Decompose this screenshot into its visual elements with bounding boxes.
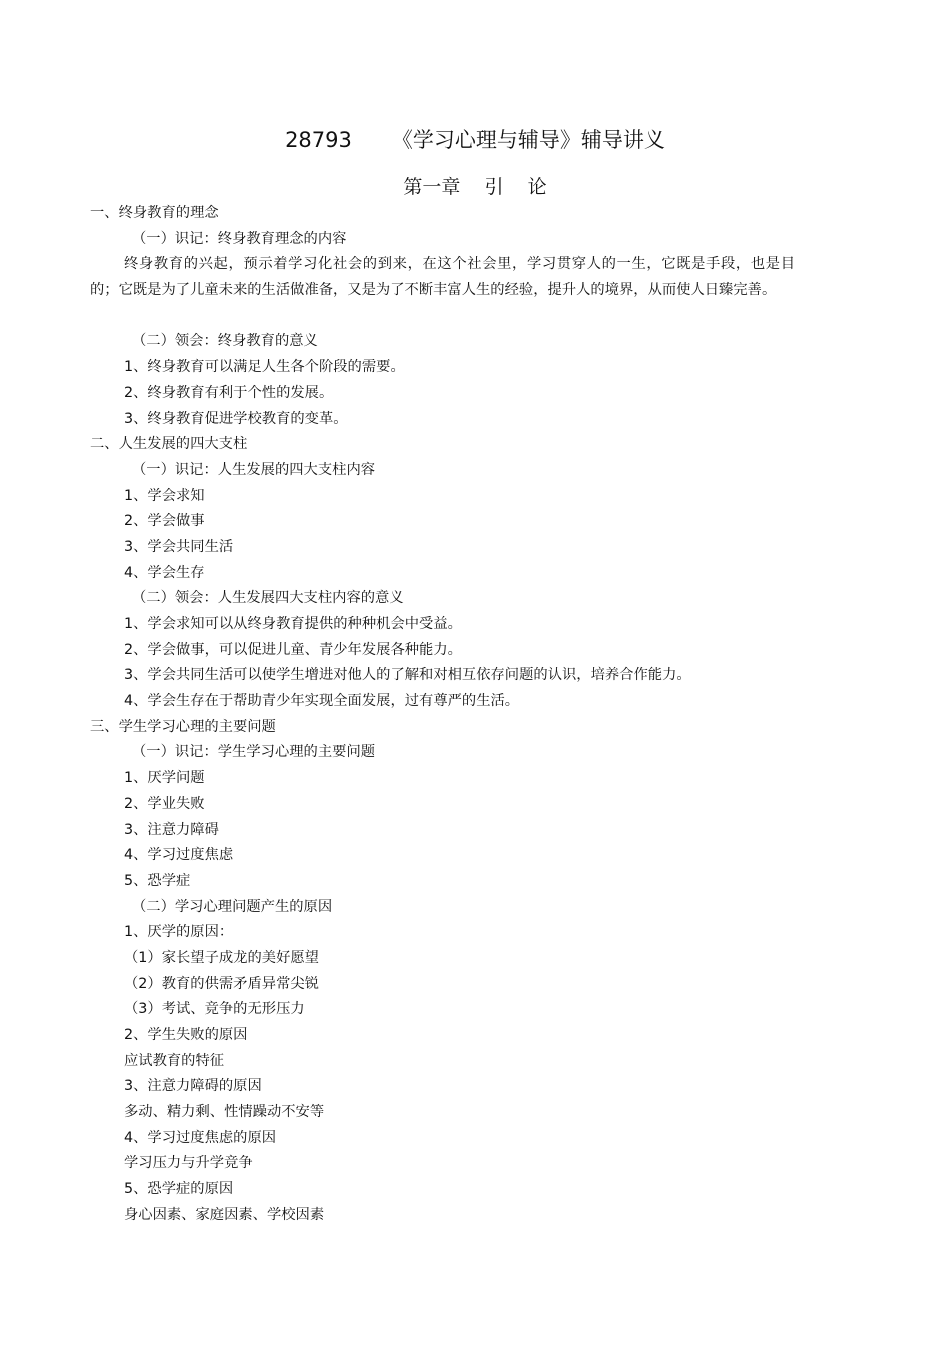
list-item: 4、学会生存 [124, 564, 205, 581]
list-item: （3）考试、竞争的无形压力 [124, 1001, 305, 1018]
list-item: 多动、精力剩、性情躁动不安等 [124, 1104, 325, 1121]
section-heading: 三、学生学习心理的主要问题 [90, 718, 276, 735]
list-item: 2、学生失败的原因 [124, 1027, 248, 1044]
subsection-heading: （二）领会：终身教育的意义 [132, 333, 318, 350]
list-item: 1、学会求知 [124, 487, 205, 504]
list-item: 5、恐学症 [124, 872, 191, 889]
list-item: 学习压力与升学竞争 [124, 1155, 253, 1172]
section-heading: 一、终身教育的理念 [90, 205, 219, 221]
list-item: 4、学习过度焦虑 [124, 847, 234, 864]
subsection-heading: （一）识记：终身教育理念的内容 [132, 230, 347, 247]
list-item: 3、学会共同生活 [124, 538, 234, 555]
list-item: 2、学会做事 [124, 513, 205, 530]
list-item: 3、注意力障碍 [124, 821, 219, 838]
list-item: 身心因素、家庭因素、学校因素 [124, 1206, 325, 1223]
chapter-title: 第一章 引 论 [403, 176, 547, 198]
subsection-heading: （二）学习心理问题产生的原因 [132, 898, 333, 915]
list-item: 3、学会共同生活可以使学生增进对他人的了解和对相互依存问题的认识，培养合作能力。 [124, 667, 691, 684]
list-item: 1、终身教育可以满足人生各个阶段的需要。 [124, 359, 405, 376]
list-item: 2、学业失败 [124, 795, 205, 812]
subsection-heading: （一）识记：学生学习心理的主要问题 [132, 744, 376, 761]
list-item: 4、学会生存在于帮助青少年实现全面发展，过有尊严的生活。 [124, 693, 520, 710]
list-item: 1、学会求知可以从终身教育提供的种种机会中受益。 [124, 616, 462, 633]
list-item: 2、学会做事，可以促进儿童、青少年发展各种能力。 [124, 641, 462, 658]
document-body [90, 201, 795, 1229]
paragraph: 终身教育的兴起，预示着学习化社会的到来，在这个社会里，学习贯穿人的一生，它既是手段，也是目的；它既是为了儿童未来的生活做准备，又是为了不断丰富人生的经验，提升人的境界，从而使人日臻完善。 [90, 256, 795, 299]
list-item: 1、厌学问题 [124, 770, 205, 787]
list-item: （2）教育的供需矛盾异常尖锐 [124, 975, 319, 992]
section-heading: 二、人生发展的四大支柱 [90, 436, 248, 453]
subsection-heading: （二）领会：人生发展四大支柱内容的意义 [132, 590, 404, 607]
list-item: 3、终身教育促进学校教育的变革。 [124, 410, 348, 427]
list-item: 4、学习过度焦虑的原因 [124, 1129, 277, 1146]
list-item: （1）家长望子成龙的美好愿望 [124, 949, 319, 966]
list-item: 3、注意力障碍的原因 [124, 1078, 262, 1095]
list-item: 2、终身教育有利于个性的发展。 [124, 384, 334, 401]
list-item: 5、恐学症的原因 [124, 1181, 234, 1198]
list-item: 1、厌学的原因： [124, 924, 234, 941]
subsection-heading: （一）识记：人生发展的四大支柱内容 [132, 461, 376, 478]
document-title: 28793 《学习心理与辅导》辅导讲义 [285, 128, 665, 152]
list-item: 应试教育的特征 [124, 1052, 225, 1069]
